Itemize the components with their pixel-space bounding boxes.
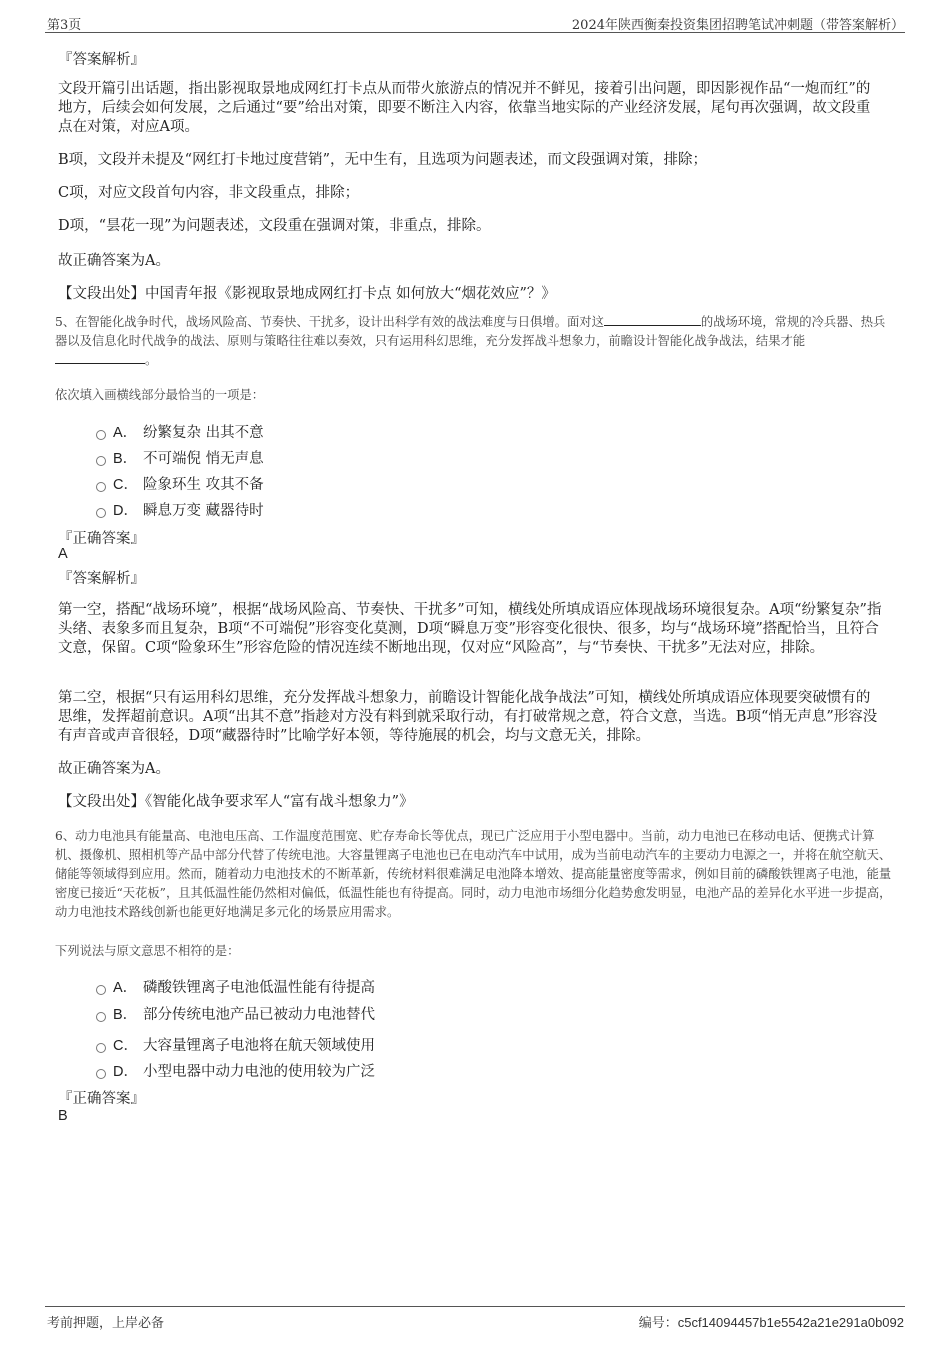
q5-source: 【文段出处】《智能化战争要求军人“富有战斗想象力”》 [58, 794, 414, 810]
q4-analysis-p1: 文段开篇引出话题，指出影视取景地成网红打卡点从而带火旅游点的情况并不鲜见，接着引出问题，即因影视作品“一炮而红”的地方，后续会如何发展，之后通过“要”给出对策，即要不断注入内容，依靠当地实际的产业经济发展，尾句再次强调，故文段重点在对策，对应A项。 [58, 81, 871, 135]
option-text: 瞬息万变 藏器待时 [143, 503, 264, 519]
option-text: 纷繁复杂 出其不意 [143, 425, 264, 441]
q4-conclusion: 故正确答案为A。 [58, 253, 170, 269]
radio-icon[interactable] [96, 482, 106, 492]
radio-icon[interactable] [96, 1012, 106, 1022]
option-letter: C． [113, 1038, 138, 1054]
option-letter: B． [113, 1007, 138, 1023]
q6-option-b[interactable] [96, 1003, 375, 1024]
q5-option-a[interactable] [96, 421, 264, 442]
q5-analysis-p2: 第二空，根据“只有运用科幻思维，充分发挥战斗想象力，前瞻设计智能化战争战法”可知，横线处所填成语应体现要突破惯有的思维，发挥超前意识。A项“出其不意”指趁对方没有料到就采取行动，有打破常规之意，符合文意，当选。B项“悄无声息”形容没有声音或声音很轻，D项“藏器待时”比喻学好本领，等待施展的机会，均与文意无关，排除。 [58, 690, 878, 744]
q5-blank-1 [604, 313, 701, 326]
radio-icon[interactable] [96, 430, 106, 440]
radio-icon[interactable] [96, 1043, 106, 1053]
option-text: 部分传统电池产品已被动力电池替代 [143, 1007, 375, 1023]
option-letter: D． [113, 1064, 138, 1080]
footer-slogan: 考前押题，上岸必备 [47, 1316, 165, 1331]
option-letter: B． [113, 451, 138, 467]
q5-option-d[interactable] [96, 499, 264, 520]
q4-analysis-label: 『答案解析』 [58, 52, 145, 68]
q5-conclusion: 故正确答案为A。 [58, 761, 170, 777]
option-letter: A． [113, 980, 138, 996]
option-text: 不可端倪 悄无声息 [143, 451, 264, 467]
document-code [639, 1312, 904, 1331]
page-number: 第3页 [47, 18, 82, 33]
q4-analysis-p2: B项，文段并未提及“网红打卡地过度营销”，无中生有，且选项为问题表述，而文段强调对策，排除； [58, 152, 707, 168]
document-title: 2024年陕西衡秦投资集团招聘笔试冲刺题（带答案解析） [571, 18, 904, 33]
q6-option-a[interactable] [96, 976, 375, 997]
q6-option-c[interactable] [96, 1034, 375, 1055]
q5-stem [55, 313, 893, 370]
code-label: 编号： [638, 1316, 678, 1331]
radio-icon[interactable] [96, 456, 106, 466]
q5-analysis-label: 『答案解析』 [58, 571, 145, 587]
q5-stem-part3: 。 [145, 353, 158, 367]
q5-prompt: 依次填入画横线部分最恰当的一项是： [55, 388, 265, 402]
q6-option-d[interactable] [96, 1060, 375, 1081]
q5-answer: A [58, 546, 68, 562]
q5-option-c[interactable] [96, 473, 264, 494]
q4-analysis-p4: D项，“昙花一现”为问题表述，文段重在强调对策，非重点，排除。 [58, 218, 491, 234]
q6-stem: 6、动力电池具有能量高、电池电压高、工作温度范围宽、贮存寿命长等优点，现已广泛应用于小型电器中。当前，动力电池已在移动电话、便携式计算机、摄像机、照相机等产品中部分代替了传统电池。大容量锂离子电池也已在电动汽车中试用，成为当前电动汽车的主要动力电源之一，并将在航空航天、储能等领域得到应用。然而，随着动力电池技术的不断革新，传统材料很难满足电池降本增效、提高能量密度等需求，例如目前的磷酸铁锂离子电池，能量密度已接近“天花板”，且其低温性能仍然相对偏低，低温性能也有待提高。同时，动力电池市场细分化趋势愈发明显，电池产品的差异化水平进一步提高，动力电池技术路线创新也能更好地满足多元化的场景应用需求。 [55, 829, 892, 919]
option-letter: C． [113, 477, 138, 493]
option-text: 磷酸铁锂离子电池低温性能有待提高 [143, 980, 375, 996]
q5-stem-part1: 5、在智能化战争时代，战场风险高、节奏快、干扰多，设计出科学有效的战法难度与日俱增。面对这 [55, 315, 604, 329]
q5-answer-label: 『正确答案』 [58, 531, 145, 547]
radio-icon[interactable] [96, 985, 106, 995]
code-value: c5cf14094457b1e5542a21e291a0b092 [677, 1315, 904, 1330]
option-letter: D． [113, 503, 138, 519]
q5-analysis-p1: 第一空，搭配“战场环境”，根据“战场风险高、节奏快、干扰多”可知，横线处所填成语应体现战场环境很复杂。A项“纷繁复杂”指头绪、表象多而且复杂，B项“不可端倪”形容变化莫测，D项“瞬息万变”形容变化很快、很多，均与“战场环境”搭配恰当，且符合文意，保留。C项“险象环生”形容危险的情况连续不断地出现，仅对应“风险高”，与“节奏快、干扰多”无法对应，排除。 [58, 602, 882, 656]
q4-source: 【文段出处】中国青年报《影视取景地成网红打卡点 如何放大“烟花效应”？》 [58, 286, 556, 302]
q6-answer-label: 『正确答案』 [58, 1091, 145, 1107]
radio-icon[interactable] [96, 1069, 106, 1079]
option-text: 小型电器中动力电池的使用较为广泛 [143, 1064, 375, 1080]
q5-stem-part2: 的战场环境，常规的冷兵器、热兵器以及信息化时代战争的战法、原则与策略往往难以奏效，只有运用科幻思维，充分发挥战斗想象力，前瞻设计智能化战争战法，结果才能 [55, 315, 886, 348]
option-letter: A． [113, 425, 138, 441]
q6-prompt: 下列说法与原文意思不相符的是： [55, 944, 240, 958]
q4-analysis-p3: C项，对应文段首句内容，非文段重点，排除； [58, 185, 360, 201]
header-divider [45, 32, 905, 33]
q6-answer: B [58, 1108, 68, 1124]
q5-option-b[interactable] [96, 447, 264, 468]
radio-icon[interactable] [96, 508, 106, 518]
option-text: 险象环生 攻其不备 [143, 477, 264, 493]
q5-blank-2 [55, 351, 145, 364]
footer-divider [45, 1306, 905, 1307]
option-text: 大容量锂离子电池将在航天领域使用 [143, 1038, 375, 1054]
